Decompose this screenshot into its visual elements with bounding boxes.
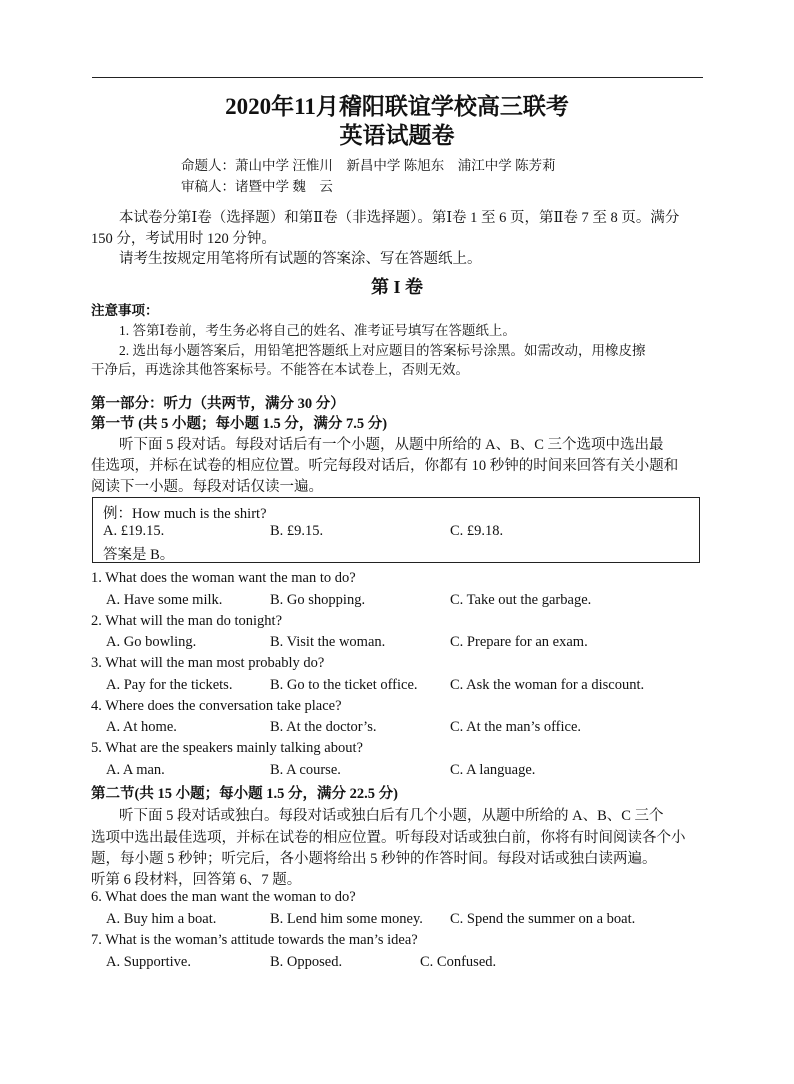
q3-option-c: C. Ask the woman for a discount. — [450, 677, 645, 693]
q1-option-a: A. Have some milk. — [106, 592, 223, 608]
section1-instr-3: 阅读下一小题。每段对话仅读一遍。 — [91, 479, 323, 495]
section2-instr-1: 听下面 5 段对话或独白。每段对话或独白后有几个小题，从题中所给的 A、B、C 三个 — [119, 808, 664, 824]
intro-line-1: 本试卷分第Ⅰ卷（选择题）和第Ⅱ卷（非选择题）。第Ⅰ卷 1 至 6 页，第Ⅱ卷 7 至 8 页。满分 — [119, 210, 680, 226]
question-5: 5. What are the speakers mainly talking about? — [91, 740, 363, 756]
q2-option-c: C. Prepare for an exam. — [450, 634, 588, 650]
reviewers-line: 审稿人：诸暨中学 魏 云 — [181, 179, 333, 194]
intro-line-2: 150 分，考试用时 120 分钟。 — [91, 231, 276, 247]
note-2a: 2. 选出每小题答案后，用铅笔把答题纸上对应题目的答案标号涂黑。如需改动，用橡皮擦 — [119, 343, 646, 358]
example-option-c: C. £9.18. — [450, 523, 504, 539]
section1-title: 第一节 (共 5 小题；每小题 1.5 分，满分 7.5 分) — [91, 416, 388, 432]
authors-line: 命题人：萧山中学 汪惟川 新昌中学 陈旭东 浦江中学 陈芳莉 — [181, 158, 556, 173]
top-rule — [92, 77, 703, 78]
note-2b: 干净后，再选涂其他答案标号。不能答在本试卷上，否则无效。 — [91, 362, 469, 377]
question-6: 6. What does the man want the woman to do? — [91, 889, 356, 905]
section2-instr-3: 题，每小题 5 秒钟；听完后，各小题将给出 5 秒钟的作答时间。每段对话或独白读两遍。 — [91, 851, 657, 867]
q4-option-c: C. At the man’s office. — [450, 719, 582, 735]
q6-option-b: B. Lend him some money. — [270, 911, 423, 927]
question-2: 2. What will the man do tonight? — [91, 613, 283, 629]
section1-instr-1: 听下面 5 段对话。每段对话后有一个小题，从题中所给的 A、B、C 三个选项中选出最 — [119, 437, 664, 453]
exam-subtitle: 英语试题卷 — [339, 123, 455, 148]
q1-option-c: C. Take out the garbage. — [450, 592, 592, 608]
q4-option-a: A. At home. — [106, 719, 177, 735]
q4-option-b: B. At the doctor’s. — [270, 719, 377, 735]
notes-title: 注意事项： — [91, 303, 159, 318]
section2-instr-2: 选项中选出最佳选项，并标在试卷的相应位置。听每段对话或独白前，你将有时间阅读各个小 — [91, 830, 686, 846]
q6-option-c: C. Spend the summer on a boat. — [450, 911, 636, 927]
q6-option-a: A. Buy him a boat. — [106, 911, 217, 927]
q5-option-b: B. A course. — [270, 762, 341, 778]
question-3: 3. What will the man most probably do? — [91, 655, 325, 671]
q5-option-c: C. A language. — [450, 762, 536, 778]
question-4: 4. Where does the conversation take place? — [91, 698, 342, 714]
section2-title: 第二节(共 15 小题；每小题 1.5 分，满分 22.5 分) — [91, 786, 398, 802]
question-1: 1. What does the woman want the man to do? — [91, 570, 356, 586]
q5-option-a: A. A man. — [106, 762, 165, 778]
exam-title: 2020年11月稽阳联谊学校高三联考 — [225, 94, 569, 119]
question-7: 7. What is the woman’s attitude towards the man’s idea? — [91, 932, 418, 948]
q7-option-b: B. Opposed. — [270, 954, 343, 970]
q2-option-a: A. Go bowling. — [106, 634, 197, 650]
q2-option-b: B. Visit the woman. — [270, 634, 386, 650]
example-option-a: A. £19.15. — [103, 523, 165, 539]
example-answer: 答案是 B。 — [103, 547, 175, 563]
q7-option-a: A. Supportive. — [106, 954, 191, 970]
section-title: 第 I 卷 — [370, 277, 423, 297]
q7-option-c: C. Confused. — [420, 954, 497, 970]
note-1: 1. 答第Ⅰ卷前，考生务必将自己的姓名、准考证号填写在答题纸上。 — [119, 323, 516, 338]
q3-option-a: A. Pay for the tickets. — [106, 677, 233, 693]
intro-line-3: 请考生按规定用笔将所有试题的答案涂、写在答题纸上。 — [119, 251, 482, 267]
section2-instr-4: 听第 6 段材料，回答第 6、7 题。 — [91, 872, 302, 888]
q3-option-b: B. Go to the ticket office. — [270, 677, 418, 693]
example-option-b: B. £9.15. — [270, 523, 324, 539]
example-question: 例：How much is the shirt? — [103, 506, 267, 522]
section1-instr-2: 佳选项，并标在试卷的相应位置。听完每段对话后，你都有 10 秒钟的时间来回答有关小题和 — [91, 458, 679, 474]
q1-option-b: B. Go shopping. — [270, 592, 366, 608]
part1-title: 第一部分：听力（共两节，满分 30 分） — [91, 396, 345, 412]
